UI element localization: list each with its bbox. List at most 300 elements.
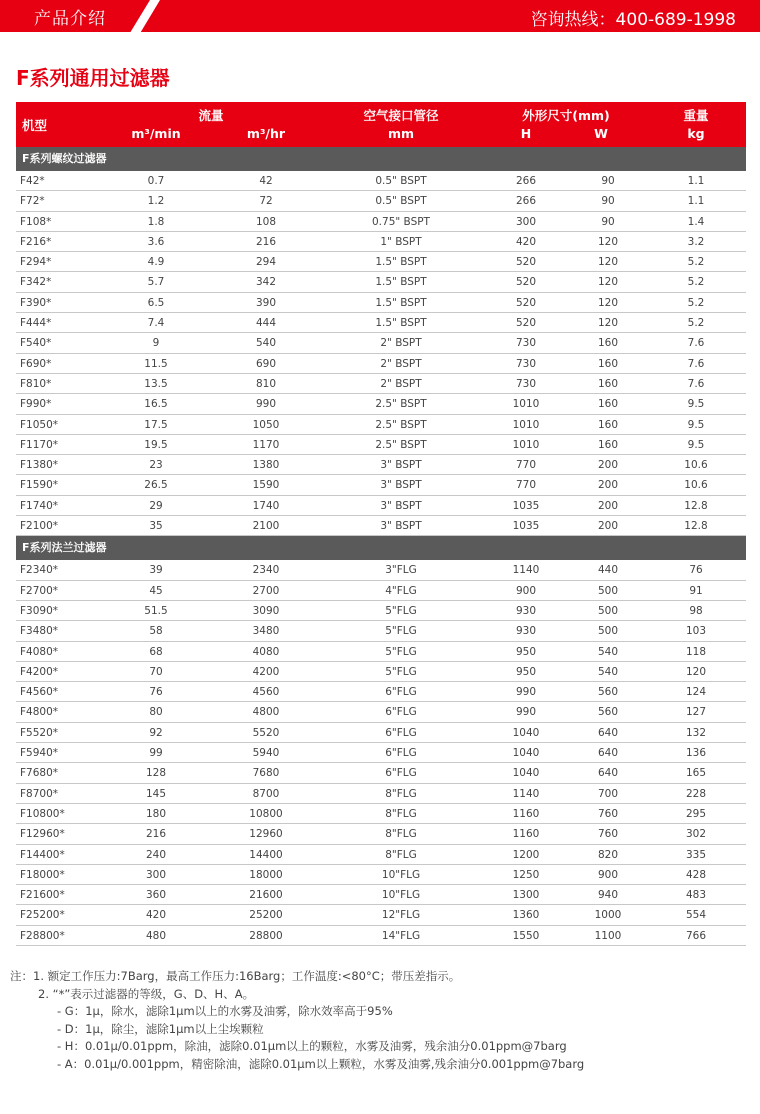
note-line: 2. “*”表示过滤器的等级，G、D、H、A。 [38, 986, 255, 1001]
cell-weight: 9.5 [687, 438, 705, 451]
cell-pipe: 2" BSPT [380, 377, 422, 390]
cell-model: F390* [20, 296, 52, 309]
cell-height: 1160 [512, 807, 540, 820]
cell-flow-hr: 2700 [252, 584, 280, 597]
cell-width: 500 [597, 625, 619, 638]
cell-width: 540 [597, 665, 619, 678]
cell-height: 770 [515, 479, 537, 492]
cell-flow-hr: 2340 [252, 564, 280, 577]
cell-flow-min: 70 [149, 665, 163, 678]
cell-weight: 1.1 [687, 195, 705, 208]
cell-width: 760 [597, 828, 619, 841]
cell-width: 640 [597, 726, 619, 739]
table-row [16, 435, 746, 455]
cell-width: 1100 [594, 929, 622, 942]
cell-height: 950 [515, 665, 537, 678]
cell-flow-hr: 8700 [252, 787, 280, 800]
table-row [16, 333, 746, 353]
table-row [16, 885, 746, 905]
cell-weight: 7.6 [687, 337, 705, 350]
cell-height: 1040 [512, 726, 540, 739]
cell-model: F4560* [20, 686, 59, 699]
top-banner [0, 0, 760, 32]
cell-width: 940 [597, 889, 619, 902]
cell-pipe: 3" BSPT [380, 459, 422, 472]
cell-flow-min: 6.5 [147, 296, 165, 309]
cell-height: 1200 [512, 848, 540, 861]
cell-flow-hr: 990 [255, 398, 277, 411]
cell-flow-hr: 690 [255, 357, 277, 370]
cell-model: F1170* [20, 438, 59, 451]
cell-pipe: 12"FLG [381, 909, 421, 922]
cell-width: 440 [597, 564, 619, 577]
cell-flow-hr: 25200 [249, 909, 283, 922]
cell-flow-hr: 28800 [249, 929, 283, 942]
cell-flow-min: 5.7 [147, 276, 165, 289]
note-line: - A：0.01μ/0.001ppm，精密除油，滤除0.01μm以上颗粒，水雾及油雾,残余油分0.001ppm@7barg [57, 1056, 585, 1071]
cell-width: 160 [597, 418, 619, 431]
cell-width: 120 [597, 256, 619, 269]
cell-weight: 12.8 [684, 499, 708, 512]
table-row [16, 374, 746, 394]
cell-weight: 165 [685, 767, 707, 780]
cell-model: F690* [20, 357, 52, 370]
cell-flow-min: 19.5 [144, 438, 168, 451]
cell-weight: 127 [685, 706, 707, 719]
cell-model: F21600* [20, 889, 65, 902]
cell-flow-min: 99 [149, 747, 163, 760]
cell-weight: 10.6 [684, 479, 708, 492]
cell-flow-hr: 1380 [252, 459, 280, 472]
cell-model: F2700* [20, 584, 59, 597]
table-row [16, 560, 746, 580]
table-header [16, 102, 746, 147]
table-row [16, 415, 746, 435]
header-weight: 重量 [683, 108, 709, 123]
cell-flow-min: 35 [149, 520, 163, 533]
cell-width: 90 [601, 175, 615, 187]
cell-model: F294* [20, 256, 52, 269]
cell-flow-min: 58 [149, 625, 163, 638]
cell-height: 950 [515, 645, 537, 658]
table-row [16, 293, 746, 313]
cell-weight: 5.2 [687, 256, 705, 269]
cell-height: 520 [515, 256, 537, 269]
cell-pipe: 2" BSPT [380, 357, 422, 370]
cell-model: F4080* [20, 645, 59, 658]
cell-flow-hr: 1170 [252, 438, 280, 451]
cell-flow-hr: 4200 [252, 665, 280, 678]
cell-flow-hr: 3090 [252, 604, 280, 617]
cell-pipe: 14"FLG [381, 929, 421, 942]
cell-flow-hr: 108 [255, 215, 277, 228]
cell-model: F7680* [20, 767, 59, 780]
hotline-text: 咨询热线：400-689-1998 [530, 10, 736, 30]
cell-flow-min: 13.5 [144, 377, 168, 390]
header-h: H [520, 126, 532, 141]
cell-model: F2340* [20, 564, 59, 577]
cell-flow-hr: 4080 [252, 645, 280, 658]
cell-model: F1590* [20, 479, 59, 492]
note-line: - D：1μ，除尘，滤除1μm以上尘埃颗粒 [57, 1021, 264, 1036]
cell-weight: 5.2 [687, 296, 705, 309]
cell-width: 200 [597, 459, 619, 472]
cell-flow-hr: 14400 [249, 848, 283, 861]
cell-model: F1050* [20, 418, 59, 431]
table-row [16, 865, 746, 885]
table-row [16, 212, 746, 232]
cell-height: 730 [515, 377, 537, 390]
cell-model: F72* [20, 195, 45, 208]
cell-height: 990 [515, 686, 537, 699]
cell-height: 930 [515, 625, 537, 638]
cell-height: 1360 [512, 909, 540, 922]
cell-model: F1380* [20, 459, 59, 472]
cell-width: 160 [597, 377, 619, 390]
cell-width: 120 [597, 235, 619, 248]
cell-pipe: 1.5" BSPT [375, 256, 427, 269]
header-model: 机型 [22, 118, 48, 133]
cell-flow-min: 7.4 [147, 317, 165, 330]
cell-pipe: 5"FLG [385, 625, 417, 638]
cell-width: 160 [597, 337, 619, 350]
header-pipe: 空气接口管径 [363, 108, 439, 123]
cell-flow-hr: 12960 [249, 828, 283, 841]
cell-height: 1035 [512, 499, 540, 512]
cell-weight: 10.6 [684, 459, 708, 472]
cell-width: 120 [597, 296, 619, 309]
cell-width: 560 [597, 686, 619, 699]
cell-height: 520 [515, 276, 537, 289]
header-size: 外形尺寸(mm) [522, 108, 610, 123]
cell-flow-hr: 342 [255, 276, 277, 289]
cell-model: F810* [20, 377, 52, 390]
cell-height: 520 [515, 296, 537, 309]
cell-pipe: 6"FLG [385, 686, 417, 699]
cell-pipe: 2.5" BSPT [375, 418, 427, 431]
cell-flow-hr: 10800 [249, 807, 283, 820]
table-body [16, 147, 746, 946]
cell-flow-min: 300 [145, 868, 167, 881]
cell-height: 1550 [512, 929, 540, 942]
cell-model: F2100* [20, 520, 59, 533]
cell-width: 640 [597, 767, 619, 780]
cell-height: 266 [515, 175, 537, 187]
table-row [16, 845, 746, 865]
cell-pipe: 3"FLG [385, 564, 417, 577]
cell-flow-hr: 2100 [252, 520, 280, 533]
cell-pipe: 0.75" BSPT [372, 215, 430, 228]
section-tab-label: 产品介绍 [34, 9, 106, 29]
cell-width: 160 [597, 357, 619, 370]
cell-flow-hr: 540 [255, 337, 277, 350]
cell-pipe: 10"FLG [381, 868, 421, 881]
table-row [16, 516, 746, 536]
cell-weight: 98 [689, 604, 703, 617]
cell-flow-min: 1.8 [147, 215, 165, 228]
cell-model: F5940* [20, 747, 59, 760]
cell-width: 120 [597, 317, 619, 330]
note-line: - G：1μ，除水，滤除1μm以上的水雾及油雾，除水效率高于95% [57, 1004, 393, 1019]
header-flow: 流量 [198, 108, 224, 123]
cell-flow-min: 45 [149, 584, 163, 597]
cell-flow-hr: 72 [259, 195, 273, 208]
cell-flow-min: 17.5 [144, 418, 168, 431]
table-row [16, 252, 746, 272]
spec-table [16, 102, 746, 946]
cell-flow-min: 1.2 [147, 195, 165, 208]
cell-flow-min: 480 [145, 929, 167, 942]
cell-width: 540 [597, 645, 619, 658]
header-weight-unit: kg [687, 126, 705, 141]
table-row [16, 272, 746, 292]
cell-width: 200 [597, 499, 619, 512]
cell-flow-min: 51.5 [144, 604, 168, 617]
group-row: F系列法兰过滤器 [16, 536, 746, 560]
cell-flow-hr: 42 [259, 175, 273, 187]
cell-width: 500 [597, 604, 619, 617]
cell-weight: 228 [685, 787, 707, 800]
cell-width: 90 [601, 215, 615, 228]
table-row [16, 743, 746, 763]
cell-weight: 302 [685, 828, 707, 841]
cell-flow-hr: 3480 [252, 625, 280, 638]
cell-width: 90 [601, 195, 615, 208]
header-w: W [594, 126, 608, 141]
cell-flow-min: 76 [149, 686, 163, 699]
cell-pipe: 6"FLG [385, 747, 417, 760]
cell-weight: 103 [685, 625, 707, 638]
cell-flow-min: 26.5 [144, 479, 168, 492]
cell-weight: 136 [685, 747, 707, 760]
cell-flow-hr: 1740 [252, 499, 280, 512]
cell-height: 930 [515, 604, 537, 617]
note-line: - H：0.01μ/0.01ppm，除油，滤除0.01μm以上的颗粒，水雾及油雾，残余油分0.01ppm@7barg [57, 1039, 567, 1054]
cell-pipe: 2.5" BSPT [375, 398, 427, 411]
cell-flow-hr: 4560 [252, 686, 280, 699]
cell-pipe: 0.5" BSPT [375, 195, 427, 208]
cell-flow-hr: 444 [255, 317, 277, 330]
cell-pipe: 5"FLG [385, 665, 417, 678]
cell-height: 1040 [512, 747, 540, 760]
table-row [16, 804, 746, 824]
table-row [16, 642, 746, 662]
cell-pipe: 6"FLG [385, 767, 417, 780]
cell-height: 1300 [512, 889, 540, 902]
cell-flow-min: 39 [149, 564, 163, 577]
cell-height: 1250 [512, 868, 540, 881]
cell-pipe: 6"FLG [385, 726, 417, 739]
table-row [16, 926, 746, 946]
notes [10, 968, 750, 1074]
cell-model: F444* [20, 317, 52, 330]
cell-height: 266 [515, 195, 537, 208]
cell-flow-hr: 216 [255, 235, 277, 248]
cell-flow-min: 11.5 [144, 357, 168, 370]
table-row [16, 191, 746, 211]
cell-weight: 1.1 [687, 175, 705, 187]
cell-flow-min: 29 [149, 499, 163, 512]
cell-model: F25200* [20, 909, 65, 922]
note-line: 注：1. 额定工作压力:7Barg，最高工作压力:16Barg；工作温度:<80°C；带压差指示。 [10, 969, 461, 983]
cell-width: 640 [597, 747, 619, 760]
cell-flow-min: 3.6 [147, 235, 165, 248]
table-row [16, 455, 746, 475]
table-row [16, 581, 746, 601]
cell-weight: 483 [685, 889, 707, 902]
cell-pipe: 3" BSPT [380, 520, 422, 533]
cell-model: F14400* [20, 848, 65, 861]
cell-pipe: 8"FLG [385, 807, 417, 820]
cell-weight: 5.2 [687, 317, 705, 330]
cell-height: 730 [515, 337, 537, 350]
cell-model: F4800* [20, 706, 59, 719]
cell-height: 1160 [512, 828, 540, 841]
cell-pipe: 0.5" BSPT [375, 175, 427, 187]
cell-model: F3090* [20, 604, 59, 617]
cell-flow-hr: 810 [255, 377, 277, 390]
cell-model: F342* [20, 276, 52, 289]
cell-flow-hr: 1050 [252, 418, 280, 431]
cell-flow-min: 80 [149, 706, 163, 719]
cell-weight: 12.8 [684, 520, 708, 533]
cell-height: 1010 [512, 438, 540, 451]
cell-pipe: 3" BSPT [380, 499, 422, 512]
cell-flow-min: 360 [145, 889, 167, 902]
table-row [16, 232, 746, 252]
table-row [16, 905, 746, 925]
header-pipe-unit: mm [387, 126, 415, 141]
cell-pipe: 5"FLG [385, 604, 417, 617]
cell-height: 420 [515, 235, 537, 248]
cell-weight: 120 [685, 665, 707, 678]
cell-flow-min: 216 [145, 828, 167, 841]
cell-height: 1140 [512, 564, 540, 577]
cell-model: F3480* [20, 625, 59, 638]
cell-flow-min: 9 [152, 337, 160, 350]
cell-weight: 9.5 [687, 418, 705, 431]
group-row: F系列螺纹过滤器 [16, 147, 746, 171]
header-flow-min: m³/min [131, 126, 181, 141]
cell-model: F990* [20, 398, 52, 411]
cell-weight: 335 [685, 848, 707, 861]
cell-width: 120 [597, 276, 619, 289]
table-row [16, 496, 746, 516]
cell-flow-hr: 18000 [249, 868, 283, 881]
cell-width: 200 [597, 479, 619, 492]
cell-flow-min: 420 [145, 909, 167, 922]
table-row [16, 723, 746, 743]
cell-pipe: 10"FLG [381, 889, 421, 902]
cell-pipe: 1.5" BSPT [375, 296, 427, 309]
cell-weight: 3.2 [687, 235, 705, 248]
cell-height: 730 [515, 357, 537, 370]
cell-pipe: 2" BSPT [380, 337, 422, 350]
cell-width: 820 [597, 848, 619, 861]
cell-height: 1140 [512, 787, 540, 800]
cell-weight: 91 [689, 584, 703, 597]
cell-flow-min: 240 [145, 848, 167, 861]
cell-flow-hr: 1590 [252, 479, 280, 492]
cell-model: F4200* [20, 665, 59, 678]
cell-width: 760 [597, 807, 619, 820]
table-row [16, 475, 746, 495]
cell-flow-hr: 390 [255, 296, 277, 309]
cell-flow-min: 128 [145, 767, 167, 780]
table-row [16, 601, 746, 621]
cell-height: 770 [515, 459, 537, 472]
cell-flow-hr: 4800 [252, 706, 280, 719]
cell-weight: 132 [685, 726, 707, 739]
cell-flow-hr: 294 [255, 256, 277, 269]
cell-pipe: 2.5" BSPT [375, 438, 427, 451]
cell-height: 300 [515, 215, 537, 228]
cell-model: F12960* [20, 828, 65, 841]
cell-weight: 428 [685, 868, 707, 881]
cell-weight: 118 [685, 645, 707, 658]
cell-width: 160 [597, 398, 619, 411]
cell-pipe: 8"FLG [385, 848, 417, 861]
cell-pipe: 5"FLG [385, 645, 417, 658]
cell-height: 900 [515, 584, 537, 597]
cell-flow-min: 23 [149, 459, 163, 472]
cell-weight: 766 [685, 929, 707, 942]
cell-weight: 76 [689, 564, 703, 577]
cell-height: 990 [515, 706, 537, 719]
cell-weight: 7.6 [687, 377, 705, 390]
cell-weight: 124 [685, 686, 707, 699]
table-row [16, 662, 746, 682]
cell-width: 500 [597, 584, 619, 597]
cell-model: F1740* [20, 499, 59, 512]
table-row [16, 354, 746, 374]
cell-width: 560 [597, 706, 619, 719]
cell-flow-min: 16.5 [144, 398, 168, 411]
cell-model: F28800* [20, 929, 65, 942]
table-row [16, 763, 746, 783]
cell-model: F540* [20, 337, 52, 350]
cell-height: 1035 [512, 520, 540, 533]
table-row [16, 394, 746, 414]
cell-height: 1010 [512, 398, 540, 411]
cell-model: F5520* [20, 726, 59, 739]
table-row [16, 702, 746, 722]
cell-height: 1040 [512, 767, 540, 780]
header-flow-hr: m³/hr [246, 126, 286, 141]
cell-pipe: 6"FLG [385, 706, 417, 719]
cell-weight: 295 [685, 807, 707, 820]
cell-model: F216* [20, 235, 52, 248]
cell-flow-min: 180 [145, 807, 167, 820]
cell-model: F42* [20, 175, 45, 187]
cell-pipe: 8"FLG [385, 787, 417, 800]
cell-width: 1000 [594, 909, 622, 922]
page-title: F系列通用过滤器 [16, 66, 170, 90]
cell-flow-min: 0.7 [147, 175, 165, 187]
cell-flow-hr: 5940 [252, 747, 280, 760]
table-row [16, 171, 746, 191]
cell-height: 520 [515, 317, 537, 330]
cell-pipe: 4"FLG [385, 584, 417, 597]
cell-pipe: 8"FLG [385, 828, 417, 841]
cell-model: F108* [20, 215, 52, 228]
cell-weight: 7.6 [687, 357, 705, 370]
cell-weight: 554 [685, 909, 707, 922]
cell-width: 900 [597, 868, 619, 881]
cell-width: 700 [597, 787, 619, 800]
table-row [16, 784, 746, 804]
table-row [16, 824, 746, 844]
